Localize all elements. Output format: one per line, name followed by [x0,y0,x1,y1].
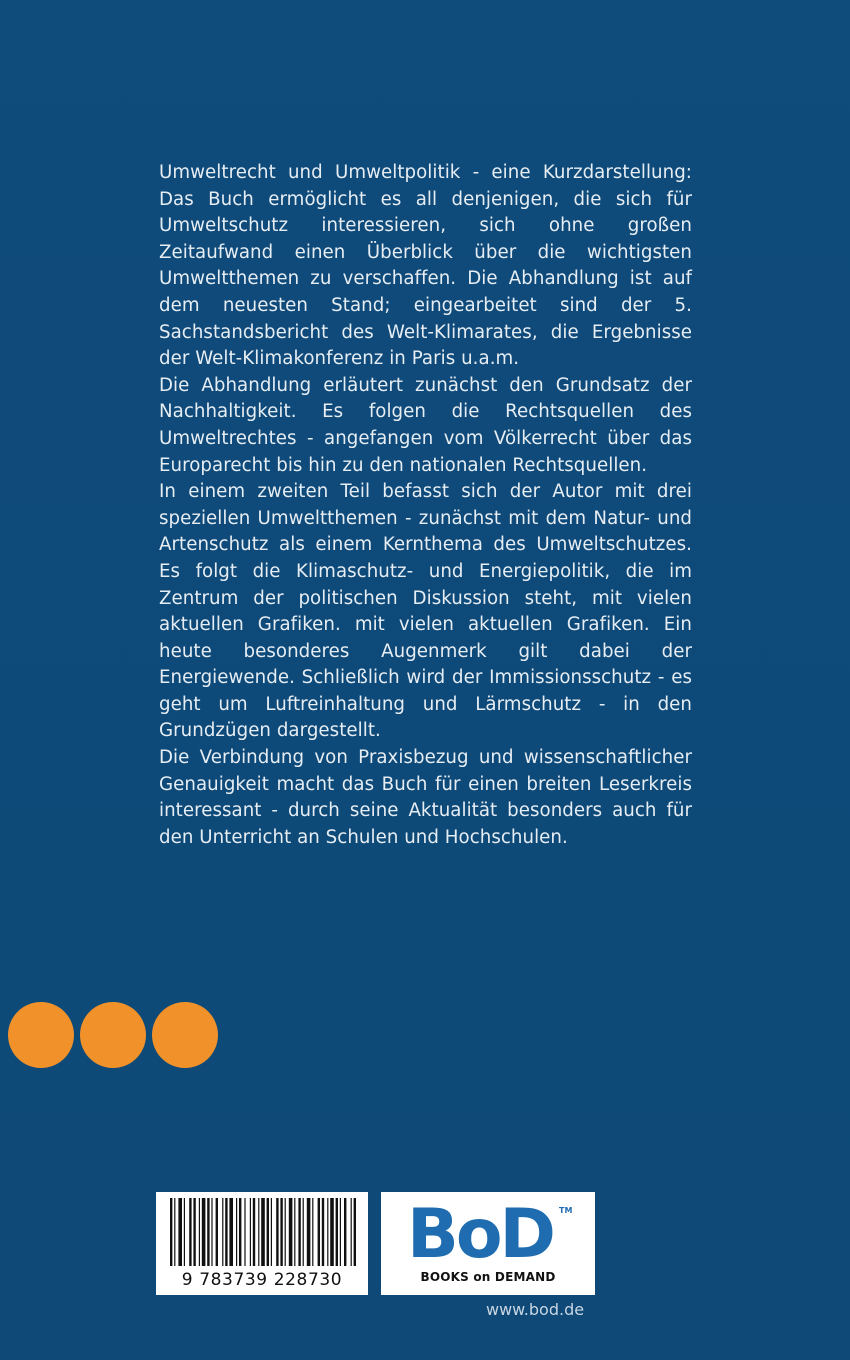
publisher-website: www.bod.de [486,1300,585,1319]
blurb-paragraph-4: Die Verbindung von Praxisbezug und wissenschaftlicher Genauigkeit macht das Buch für einen breiten Leserkreis interessant - durch seine Aktualität besonders auch für den Unterricht an Schulen und Hochschulen. [159,747,692,848]
trademark-label: TM [559,1206,573,1215]
publisher-logo [381,1192,595,1295]
bod-logo-mark: BoD [407,1195,553,1274]
decorative-dots [8,1002,218,1070]
blurb-paragraph-3: In einem zweiten Teil befasst sich der Autor mit drei speziellen Umweltthemen - zunächst mit dem Natur- und Artenschutz als einem Kernthema des Umweltschutzes. Es folgt die Klimaschutz- und Energiepolitik, die im Zentrum der politischen Diskussion steht, mit vielen aktuellen Grafiken. mit vielen aktuellen Grafiken. Ein heute besonderes Augenmerk gilt dabei der Energiewende. Schließlich wird der Immissionsschutz - es geht um Luftreinhaltung und Lärmschutz - in den Grundzügen dargestellt. [159,481,692,742]
blurb-text [159,160,692,851]
isbn-digits: 9 783739 228730 [181,1270,343,1290]
orange-dot [8,1002,74,1068]
barcode-bars [156,1192,368,1272]
isbn-barcode [156,1192,368,1295]
orange-dot [152,1002,218,1068]
blurb-paragraph-1: Umweltrecht und Umweltpolitik - eine Kurzdarstellung: Das Buch ermöglicht es all denjenigen, die sich für Umweltschutz interessieren, sich ohne großen Zeitaufwand einen Überblick über die wichtigsten Umweltthemen zu verschaffen. Die Abhandlung ist auf dem neuesten Stand; eingearbeitet sind der 5. Sachstandsbericht des Welt-Klimarates, die Ergebnisse der Welt-Klimakonferenz in Paris u.a.m. [159,162,692,370]
blurb-paragraph-2: Die Abhandlung erläutert zunächst den Grundsatz der Nachhaltigkeit. Es folgen die Rechtsquellen des Umweltrechtes - angefangen vom Völkerrecht über das Europarecht bis hin zu den nationalen Rechtsquellen. [159,374,692,476]
publisher-tagline: BOOKS on DEMAND [420,1270,556,1284]
orange-dot [80,1002,146,1068]
